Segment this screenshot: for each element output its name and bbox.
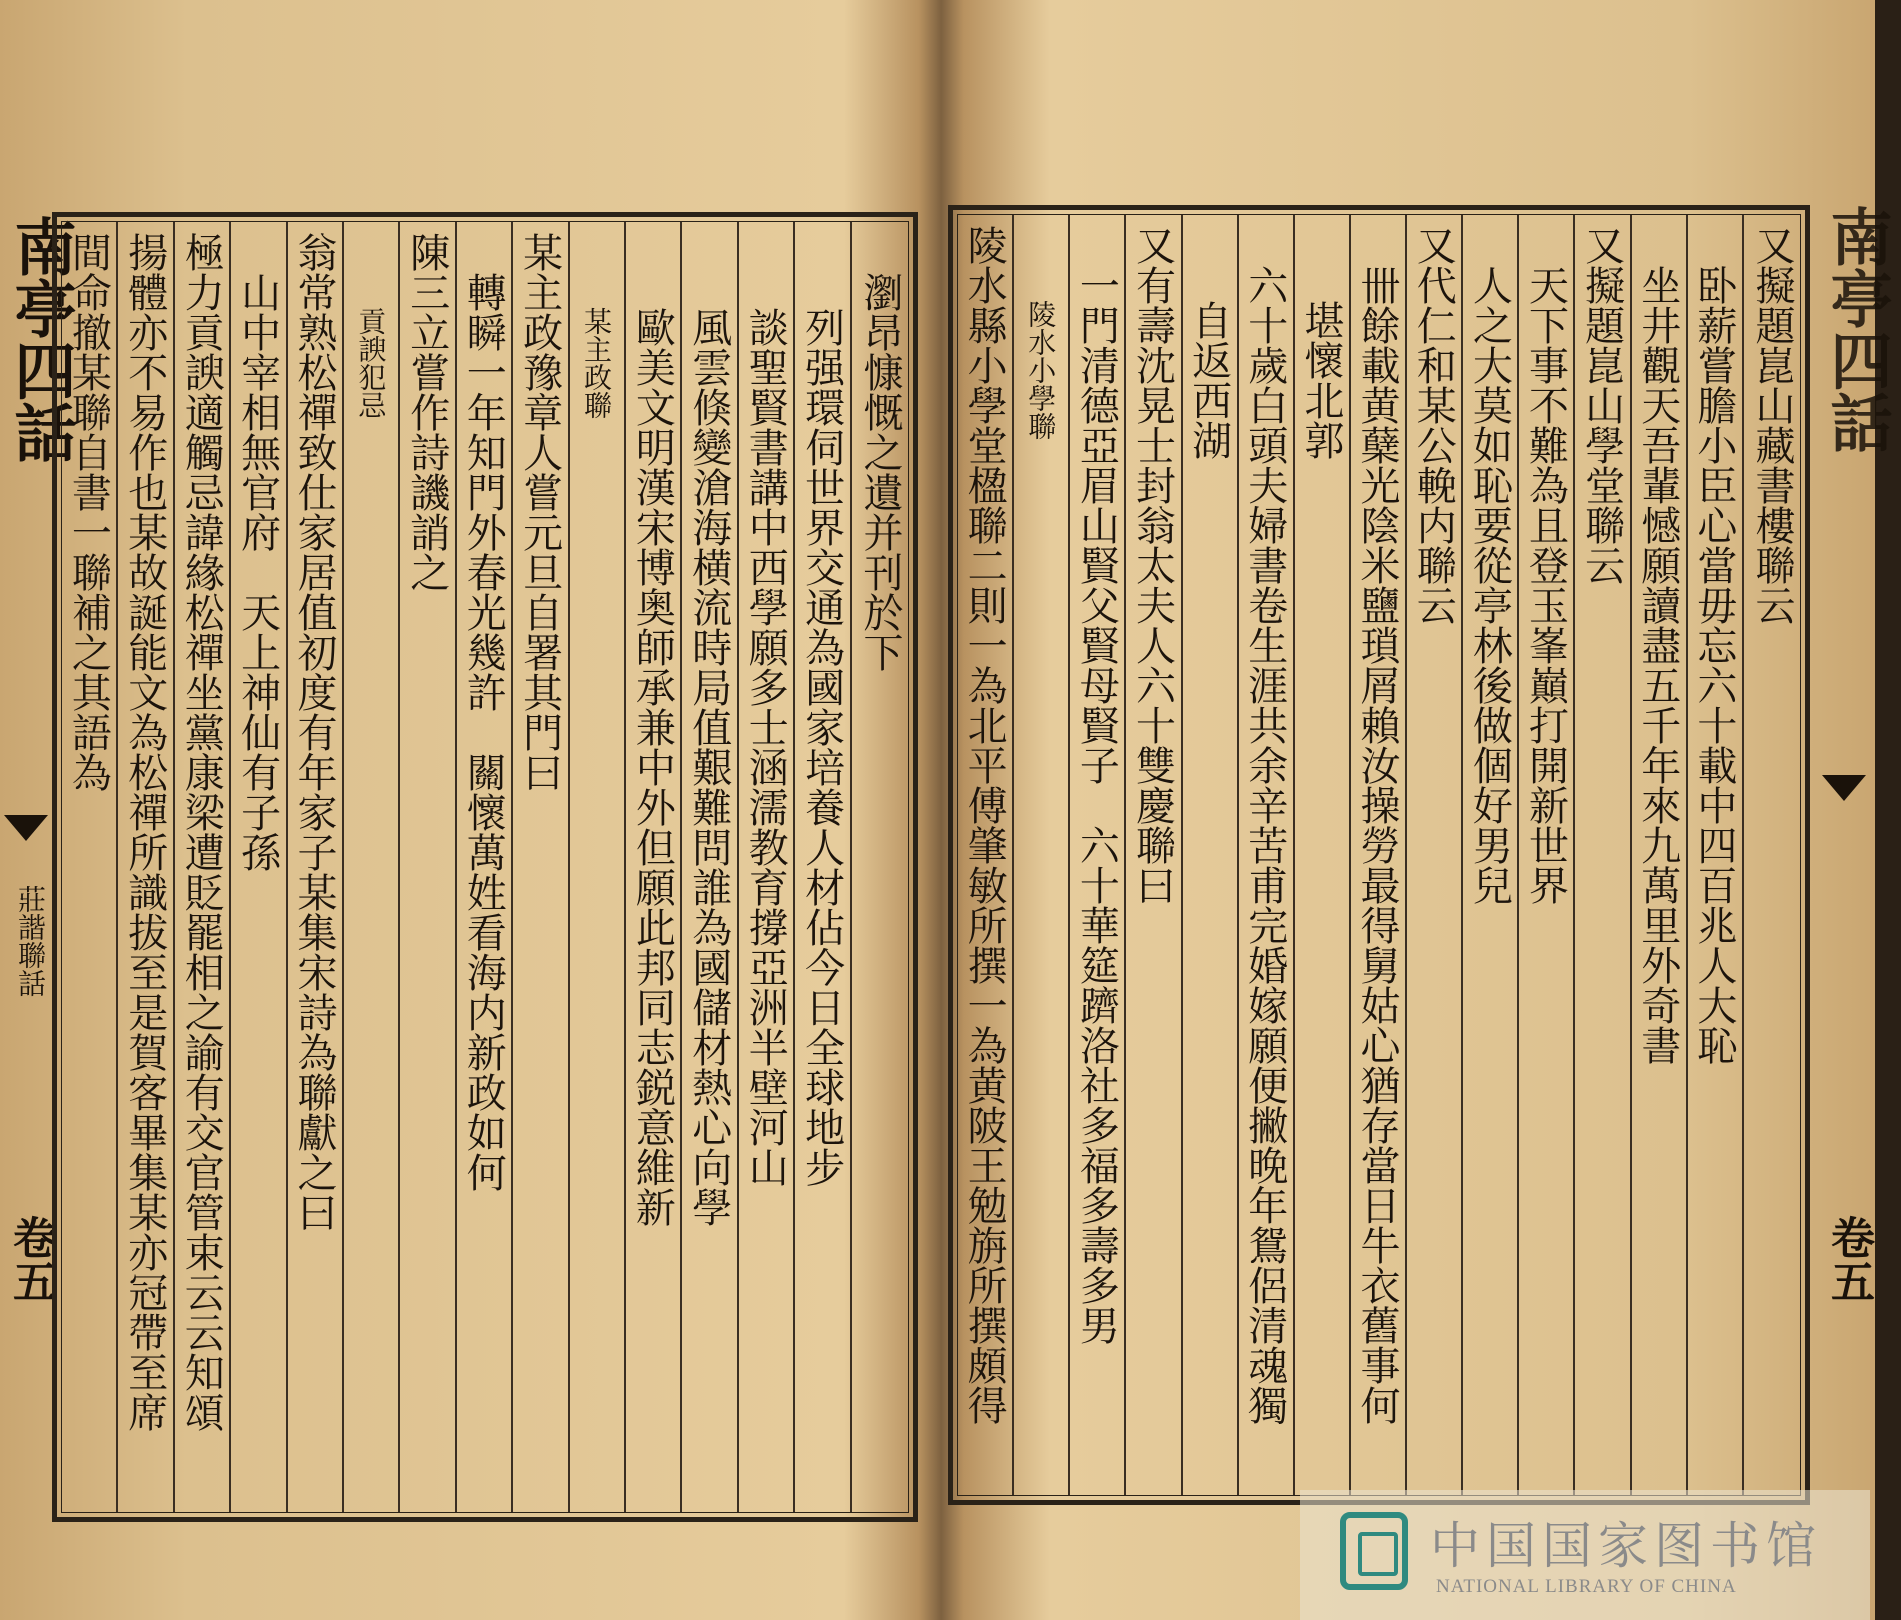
left-page-column-text: 揚體亦不易作也某故誕能文為松禪所識拔至是賀客畢集某亦冠帶至席 (121, 232, 168, 1432)
left-page-column (400, 222, 456, 1512)
left-page-column-text: 陳三立嘗作詩譏誚之 (403, 232, 450, 592)
left-page-column (231, 222, 287, 1512)
left-page-column-text: 列强環伺世界交通為國家培養人材佔今日全球地步 (798, 307, 845, 1187)
right-page-column-text: 坐井觀天吾輩憾願讀盡五千年來九萬里外奇書 (1634, 265, 1681, 1065)
left-banner-folio: 卷五 (5, 1215, 56, 1303)
left-page-column-text: 某主政聯 (579, 307, 613, 419)
left-banner (0, 205, 77, 1505)
left-banner-title: 南亭四話 (4, 215, 77, 463)
right-page-column (1126, 215, 1182, 1495)
left-page-column-text: 貢諛犯忌 (354, 307, 388, 419)
left-page-column (344, 222, 400, 1512)
left-page-column (795, 222, 851, 1512)
right-banner (1812, 205, 1893, 1505)
left-page-column (682, 222, 738, 1512)
left-page-column-text: 某主政豫章人嘗元旦自署其門曰 (516, 232, 563, 792)
right-page-frame (948, 205, 1810, 1505)
right-page-column-text: 陵水小學聯 (1024, 300, 1058, 440)
left-banner-subtitle: 莊諧聯話 (14, 885, 47, 997)
right-page-column (1070, 215, 1126, 1495)
left-page-column (513, 222, 569, 1512)
watermark-chinese-text: 中国国家图书馆 (1430, 1517, 1822, 1575)
left-page-column-text: 談聖賢書講中西學願多士涵濡教育撐亞洲半壁河山 (742, 307, 789, 1187)
right-page-column-text: 自返西湖 (1185, 300, 1232, 460)
right-page-column-text: 卧薪嘗膽小臣心當毋忘六十載中四百兆人大恥 (1690, 265, 1737, 1065)
right-page-column (1014, 215, 1070, 1495)
right-page-column-text: 六十歲白頭夫婦書卷生涯共余辛苦甫完婚嫁願便撇晚年鴛侶清魂獨 (1241, 265, 1288, 1425)
left-page-column (288, 222, 344, 1512)
right-page-column-text: 又擬題崑山學堂聯云 (1578, 225, 1625, 585)
left-page-column-text: 風雲倏變滄海横流時局值艱難問誰為國儲材熱心向學 (685, 307, 732, 1227)
right-page-column (1688, 215, 1744, 1495)
right-page-column-text: 人之大莫如恥要從亭林後做個好男兒 (1466, 265, 1513, 905)
right-page-column-text: 一門清德亞眉山賢父賢母賢子 六十華筵躋洛社多福多壽多男 (1073, 265, 1120, 1345)
left-page-column (62, 222, 118, 1512)
left-page-column (175, 222, 231, 1512)
left-page-column-text: 歐美文明漢宋博奥師承兼中外但願此邦同志鋭意維新 (629, 307, 676, 1227)
right-page-column-text: 卌餘載黄蘖光陰米鹽瑣屑賴汝操勞最得舅姑心猶存當日牛衣舊事何 (1354, 265, 1401, 1425)
left-page-column-text: 間命撤某聯自書一聯補之其語為 (65, 232, 112, 792)
watermark-english-text: NATIONAL LIBRARY OF CHINA (1436, 1576, 1737, 1597)
right-page-inner-frame (957, 214, 1801, 1496)
library-watermark (1300, 1490, 1870, 1620)
left-page-inner-frame (61, 221, 909, 1513)
left-page-column-text: 翁常熟松禪致仕家居值初度有年家子某集宋詩為聯獻之曰 (290, 232, 337, 1232)
right-page-column-text: 天下事不難為且登玉峯巔打開新世界 (1522, 265, 1569, 905)
left-page-column (118, 222, 174, 1512)
left-page-column-text: 瀏昂慷慨之遺并刊於下 (856, 272, 903, 672)
right-banner-title: 南亭四話 (1820, 205, 1893, 453)
right-page-column-text: 又代仁和某公輓内聯云 (1410, 225, 1457, 625)
right-page-column (1407, 215, 1463, 1495)
right-page-column (1351, 215, 1407, 1495)
right-page-column (1295, 215, 1351, 1495)
right-fish-tail-mark (1822, 775, 1866, 801)
right-page-column (1632, 215, 1688, 1495)
left-page-column (852, 222, 908, 1512)
right-page-column-text: 又擬題崑山藏書樓聯云 (1748, 225, 1795, 625)
left-text-columns (62, 222, 908, 1512)
right-page-column (1183, 215, 1239, 1495)
right-page-column (1239, 215, 1295, 1495)
right-page-column (1519, 215, 1575, 1495)
left-page-column (739, 222, 795, 1512)
right-page-column-text: 陵水縣小學堂楹聯二則一為北平傅肇敏所撰一為黄陂王勉旃所撰頗得 (961, 225, 1008, 1425)
right-page-column-text: 堪懷北郭 (1297, 300, 1344, 460)
right-page-column-text: 又有壽沈晃士封翁太夫人六十雙慶聯曰 (1129, 225, 1176, 905)
left-page-column (457, 222, 513, 1512)
left-page-column (626, 222, 682, 1512)
left-page-column-text: 極力貢諛適觸忌諱緣松禪坐黨康梁遭貶罷相之諭有交官管束云云知頌 (178, 232, 225, 1432)
right-page-column (958, 215, 1014, 1495)
right-page-column (1463, 215, 1519, 1495)
right-page-column (1744, 215, 1800, 1495)
left-page-column-text: 山中宰相無官府 天上神仙有子孫 (234, 272, 281, 872)
right-page-column (1575, 215, 1631, 1495)
left-page-column (570, 222, 626, 1512)
left-page-column-text: 轉瞬一年知門外春光幾許 關懷萬姓看海内新政如何 (460, 272, 507, 1192)
fish-tail-mark (4, 815, 48, 841)
right-banner-folio: 卷五 (1823, 1215, 1874, 1303)
left-page-frame (52, 212, 918, 1522)
library-logo-icon (1340, 1512, 1408, 1590)
right-text-columns (958, 215, 1800, 1495)
